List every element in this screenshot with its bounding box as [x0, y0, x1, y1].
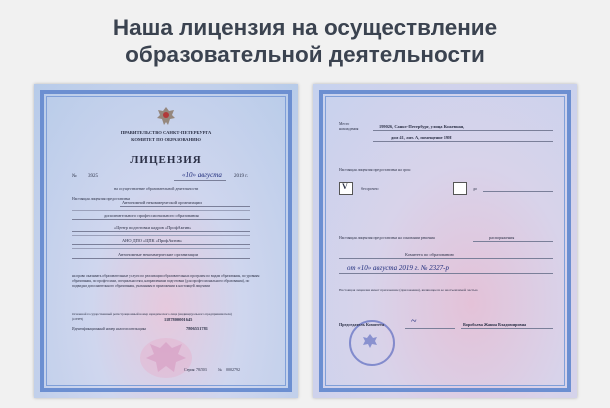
coat-of-arms-emblem — [154, 104, 178, 128]
signer-name: Воробьева Жанна Владимировна — [463, 322, 527, 327]
location-label: Место нахождения — [339, 122, 359, 131]
rule-3 — [72, 248, 250, 249]
basis-label: Настоящая лицензия предоставлена на основании решения — [339, 236, 435, 240]
inn-label: Идентификационный номер налогоплательщика — [72, 327, 147, 331]
date-underline — [174, 180, 226, 181]
activity-line: на осуществление образовательной деятельности — [114, 186, 199, 191]
org-short: АНО ДПО «ЦПК «ПрофАктив» — [122, 238, 182, 243]
double-headed-eagle-watermark — [134, 332, 198, 380]
org-name-line — [72, 231, 250, 232]
org-type-line — [120, 206, 250, 207]
series-value: 78Л03 — [196, 367, 207, 372]
number-prefix: № — [72, 174, 77, 179]
series-label: Серия — [184, 367, 195, 372]
heading-line-2: образовательной деятельности — [125, 42, 485, 67]
authority-line-2: КОМИТЕТ ПО ОБРАЗОВАНИЮ — [131, 137, 201, 142]
org-short-line — [72, 244, 250, 245]
page-heading — [0, 14, 610, 68]
org-form: Автономные некоммерческие организации — [118, 252, 199, 257]
seal-eagle-icon — [361, 332, 379, 350]
license-back-image — [313, 84, 577, 398]
ogrn-value: 1187800001645 — [164, 317, 193, 322]
license-number: 3925 — [88, 174, 98, 179]
rule-2 — [72, 235, 250, 236]
decision-date-underline — [339, 273, 553, 274]
rights-text: на право оказывать образовательные услуги по реализации образовательных программ по видам образования, по уровням образования, по профессиям, специальностям, направлениям подготовки (для профессионального образования), по подвидам дополнительного образования, указанным в приложении к настоящей лицензии — [72, 274, 260, 288]
decision-underline — [473, 241, 553, 242]
heading-line-1: Наша лицензия на осуществление — [112, 15, 498, 40]
inn-value: 7806551781 — [186, 326, 208, 331]
checkbox-mark: V — [342, 182, 348, 191]
address-line-2-underline — [373, 141, 553, 142]
signer-name-line — [461, 328, 553, 329]
term-until-checkbox — [453, 182, 467, 195]
term-label: Настоящая лицензия предоставлена на срок: — [339, 168, 412, 172]
license-title: ЛИЦЕНЗИЯ — [130, 154, 202, 166]
committee: Комитета по образованию — [405, 252, 454, 257]
license-date: «10» августа — [182, 171, 222, 179]
blank-number-prefix: № — [218, 367, 222, 372]
org-form-line — [72, 258, 250, 259]
committee-underline — [339, 258, 553, 259]
org-type: Автономной некоммерческой организации — [122, 200, 202, 205]
ogrn-label: Основной государственный регистрационный номер юридического лица (индивидуального предпринимателя) (ОГРН) — [72, 312, 232, 321]
signature-line — [405, 328, 455, 329]
address-line-2: дом 41, лит. А, помещение 19Н — [391, 135, 452, 140]
term-until: до — [473, 186, 478, 191]
org-desc: дополнительного профессионального образования — [104, 213, 199, 218]
license-year: 2019 г. — [234, 174, 248, 179]
address-line-1-underline — [373, 130, 553, 131]
org-desc-line — [72, 219, 250, 220]
address-line-1: 199026, Санкт-Петербург, улица Кожевная, — [379, 124, 465, 129]
decision-date: от «10» августа 2019 г. № 2327-р — [347, 264, 449, 272]
rule-1 — [72, 210, 250, 211]
signature: ~ — [411, 316, 417, 327]
decision-word: распоряжения — [489, 235, 515, 240]
term-unlimited: бессрочно — [361, 186, 379, 191]
license-front-image — [34, 84, 298, 398]
blank-number: 0002792 — [226, 367, 240, 372]
org-name: «Центр подготовки кадров «ПрофАктив» — [114, 225, 192, 230]
granted-label: Настоящая лицензия предоставлена — [72, 197, 131, 201]
term-until-line — [483, 191, 553, 192]
signer-title: Председатель Комитета — [339, 322, 385, 327]
appendix-note: Настоящая лицензия имеет приложение (приложения), являющееся ее неотъемлемой частью — [339, 288, 478, 292]
authority-line-1: ПРАВИТЕЛЬСТВО САНКТ-ПЕТЕРБУРГА — [120, 130, 212, 135]
